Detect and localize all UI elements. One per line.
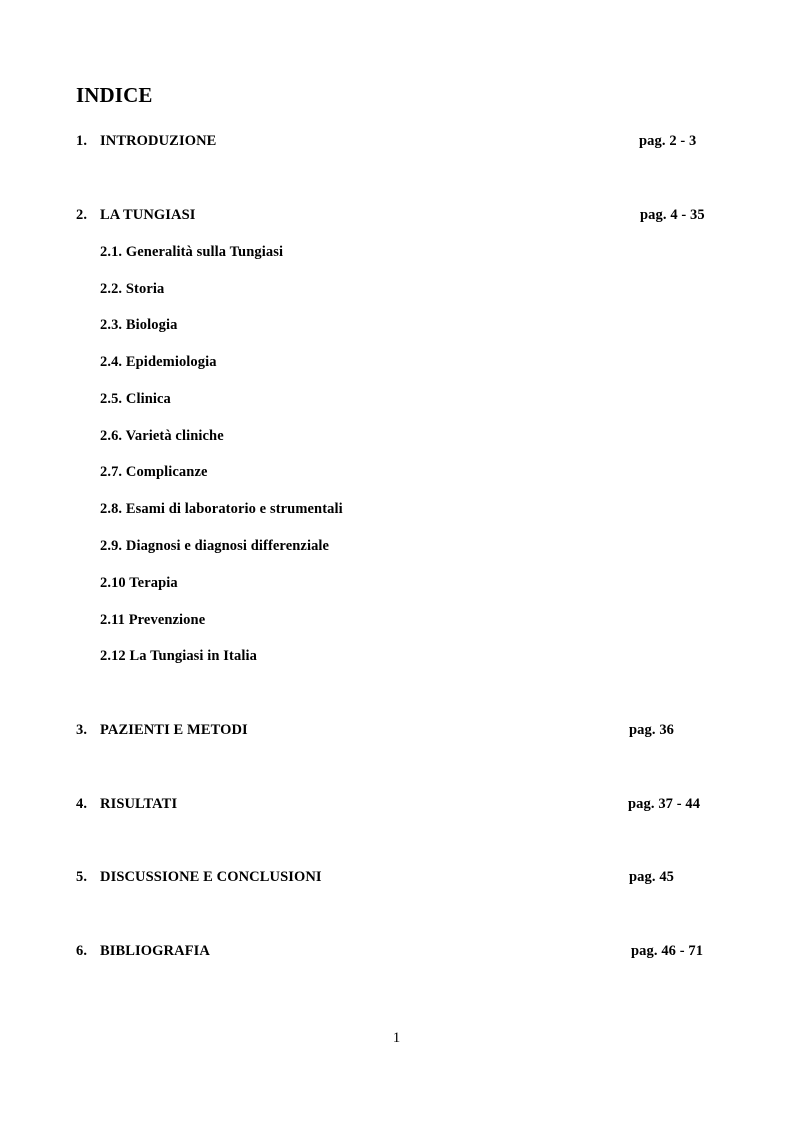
toc-entry-pages: pag. 4 - 35 [640,207,705,223]
toc-entry-title: DISCUSSIONE E CONCLUSIONI [100,869,322,885]
toc-subsection-2-2: 2.2. Storia [100,281,165,297]
toc-entry-number: 3. [76,722,88,738]
toc-entry-pages: pag. 37 - 44 [628,796,701,812]
toc-subsection-2-3: 2.3. Biologia [100,317,178,333]
toc-subsection-2-1: 2.1. Generalità sulla Tungiasi [100,244,284,260]
toc-entry-number: 1. [76,133,88,149]
toc-subsection-2-9: 2.9. Diagnosi e diagnosi differenziale [100,538,330,554]
toc-entry-number: 4. [76,796,88,812]
toc-subsection-2-4: 2.4. Epidemiologia [100,354,217,370]
toc-subsection-2-6: 2.6. Varietà cliniche [100,428,224,444]
toc-subsection-2-12: 2.12 La Tungiasi in Italia [100,648,257,664]
toc-entry-title: PAZIENTI E METODI [100,722,248,738]
toc-subsection-2-5: 2.5. Clinica [100,391,171,407]
toc-subsection-2-11: 2.11 Prevenzione [100,612,206,628]
toc-entry-pages: pag. 2 - 3 [639,133,697,149]
page-number: 1 [392,1030,401,1046]
toc-entry-pages: pag. 36 [629,722,675,738]
toc-subsection-2-10: 2.10 Terapia [100,575,178,591]
toc-entry-title: BIBLIOGRAFIA [100,943,210,959]
toc-entry-title: RISULTATI [100,796,178,812]
toc-entry-number: 6. [76,943,88,959]
toc-entry-title: LA TUNGIASI [100,207,196,223]
toc-entry-pages: pag. 46 - 71 [631,943,704,959]
toc-entry-number: 5. [76,869,88,885]
toc-subsection-2-8: 2.8. Esami di laboratorio e strumentali [100,501,343,517]
toc-subsection-2-7: 2.7. Complicanze [100,464,208,480]
toc-entry-title: INTRODUZIONE [100,133,217,149]
toc-entry-pages: pag. 45 [629,869,675,885]
page-title: INDICE [76,83,153,107]
toc-entry-number: 2. [76,207,88,223]
